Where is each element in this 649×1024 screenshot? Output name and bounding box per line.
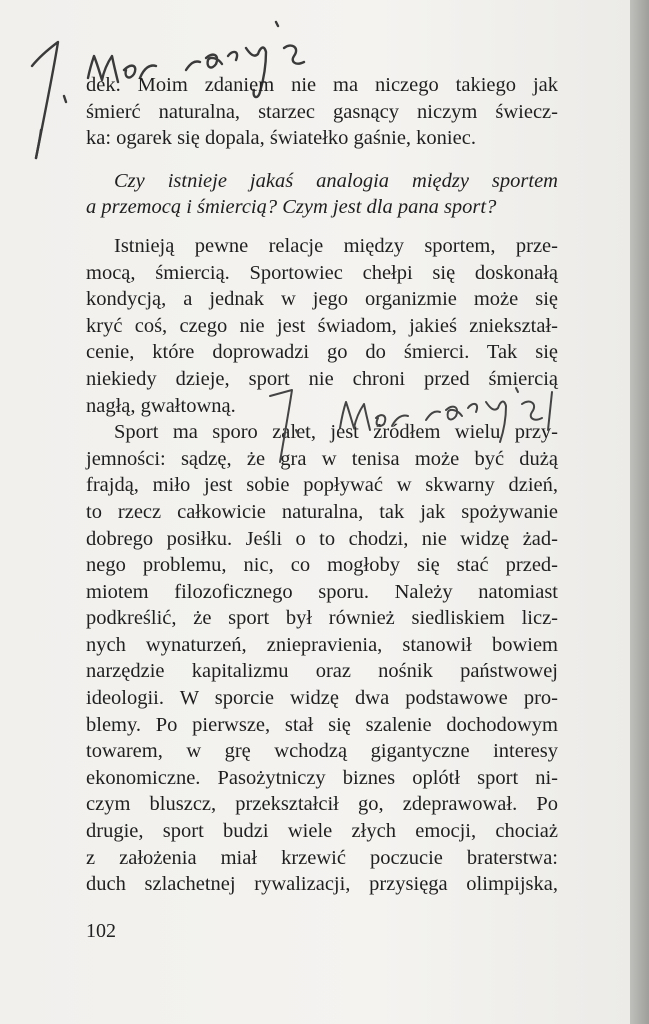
text-line: kondycją, a jednak w jego organizmie może się	[86, 288, 558, 311]
text-line: podkreślić, że sport był również siedliskiem licz-	[86, 607, 558, 630]
text-line: to rzecz całkowicie naturalna, tak jak spożywanie	[86, 500, 558, 523]
text-line: duch szlachetnej rywalizacji, przysięga olimpijska,	[86, 873, 558, 896]
body-text	[86, 72, 558, 898]
text-line: a przemocą i śmiercią? Czym jest dla pana sport?	[86, 196, 497, 219]
paragraph-2	[86, 233, 558, 419]
text-line: cenie, które doprowadzi go do śmierci. Tak się	[86, 341, 558, 364]
text-line: Czy istnieje jakaś analogia między sportem	[114, 169, 558, 192]
text-line: dek. Moim zdaniem nie ma niczego takiego jak	[86, 74, 558, 96]
text-line: nagłą, gwałtowną.	[86, 394, 236, 417]
paragraph-1	[86, 72, 558, 152]
text-line: miotem filozoficznego sporu. Należy natomiast	[86, 580, 558, 603]
text-line: drugie, sport budzi wiele złych emocji, chociaż	[86, 820, 558, 843]
text-line: ka: ogarek się dopala, światełko gaśnie, koniec.	[86, 127, 476, 150]
text-line: Sport ma sporo zalet, jest źródłem wielu przy-	[114, 421, 558, 444]
text-line: niekiedy dzieje, sport nie chroni przed śmiercią	[86, 367, 558, 390]
text-line: Istnieją pewne relacje między sportem, prze-	[114, 234, 558, 257]
text-line: mocą, śmiercią. Sportowiec chełpi się doskonałą	[86, 261, 558, 284]
text-line: narzędzie kapitalizmu oraz nośnik państwowej	[86, 660, 558, 683]
text-line: dobrego posiłku. Jeśli o to chodzi, nie widzę żad-	[86, 527, 558, 550]
text-line: nego problemu, nic, co mogłoby się stać przed-	[86, 554, 558, 577]
text-line: śmierć naturalna, starzec gasnący niczym świecz-	[86, 100, 558, 123]
text-line: frajdą, miło jest sobie popływać w skwarny dzień,	[86, 474, 558, 497]
interview-question	[86, 168, 558, 221]
text-line: z założenia miał krzewić poczucie braterstwa:	[86, 846, 558, 869]
text-line: nych wynaturzeń, zniepravienia, stanowił bowiem	[86, 633, 558, 656]
text-line: towarem, w grę wchodzą gigantyczne interesy	[86, 740, 558, 763]
text-line: ideologii. W sporcie widzę dwa podstawowe pro-	[86, 687, 558, 710]
text-line: jemności: sądzę, że gra w tenisa może być dużą	[86, 447, 558, 470]
page-edge	[630, 0, 649, 1024]
text-line: kryć coś, czego nie jest świadom, jakieś zniekształ-	[86, 314, 558, 337]
text-line: ekonomiczne. Pasożytniczy biznes oplótł sport ni-	[86, 766, 558, 789]
paragraph-3	[86, 419, 558, 898]
text-line: blemy. Po pierwsze, stał się szalenie dochodowym	[86, 713, 558, 736]
text-line: czym bluszcz, przekształcił go, zdeprawował. Po	[86, 793, 558, 816]
page-number: 102	[86, 920, 116, 942]
